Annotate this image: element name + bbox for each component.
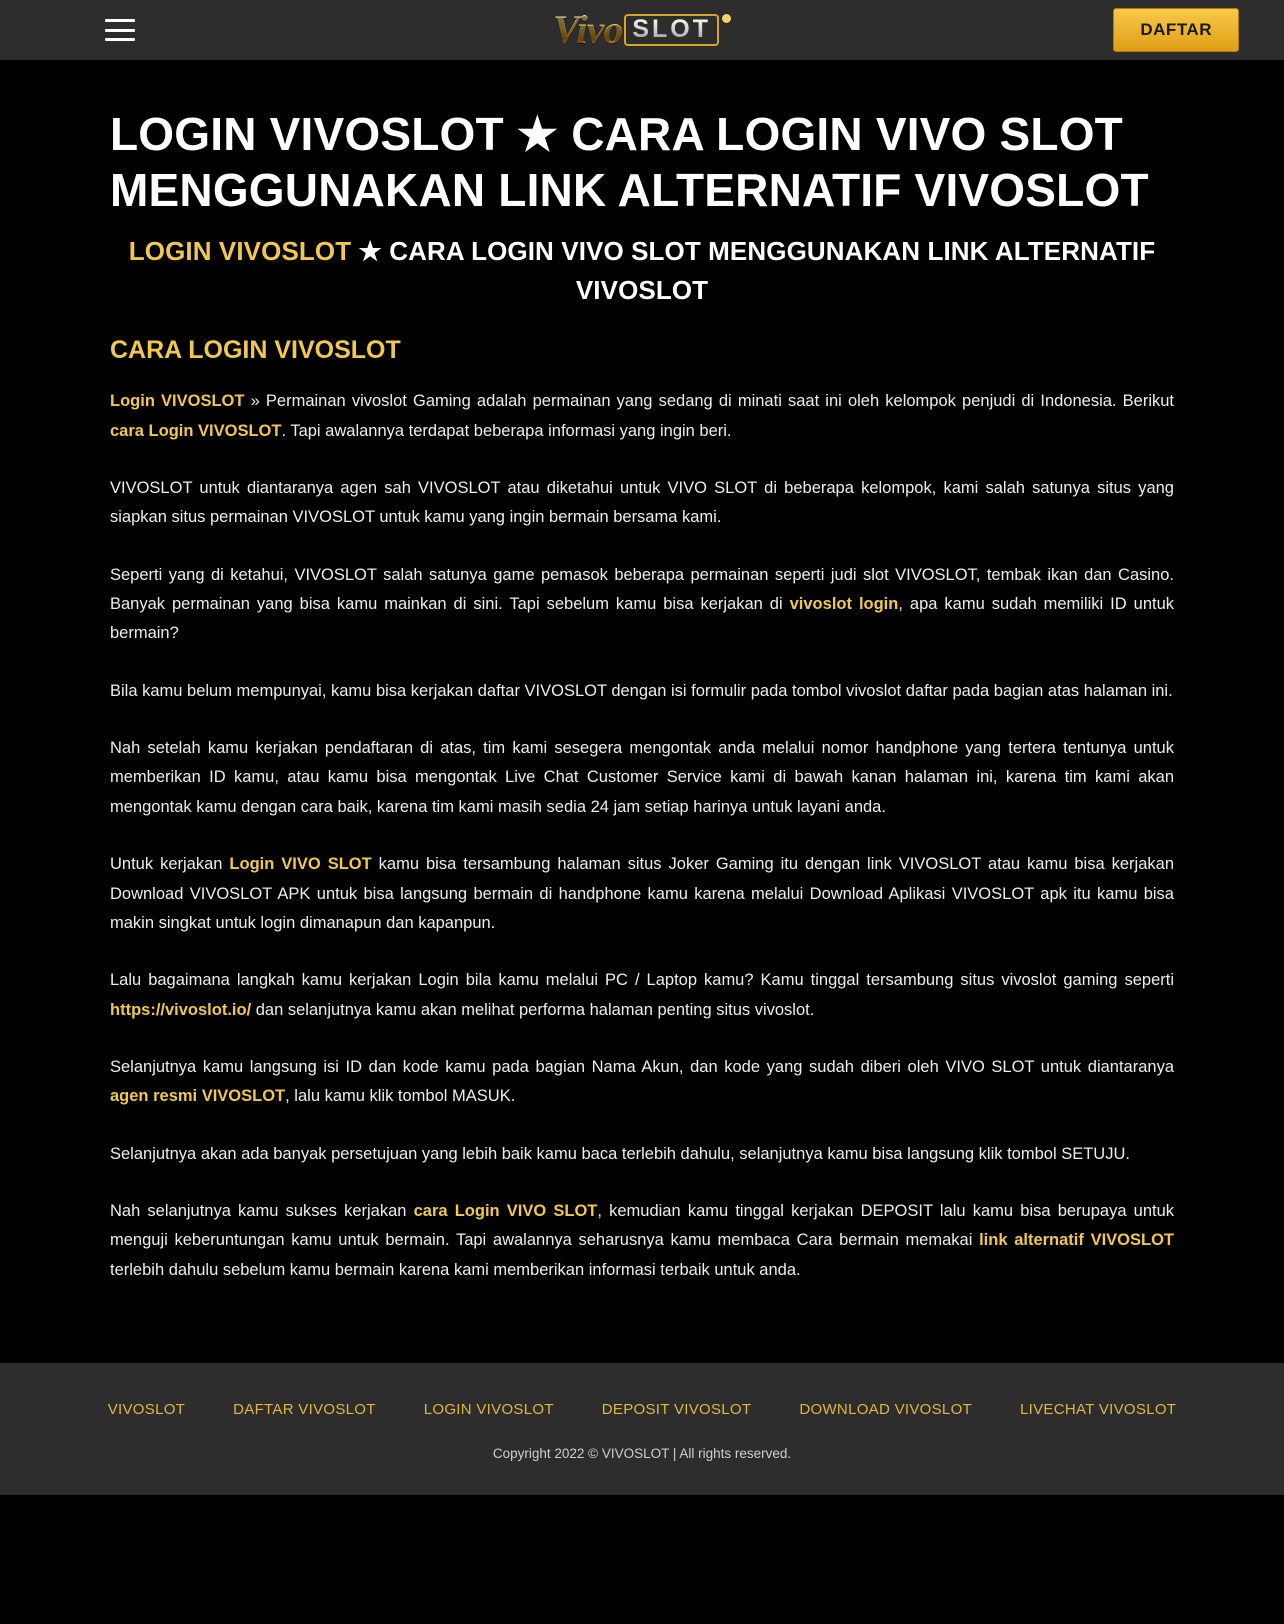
paragraph-7-text-b: dan selanjutnya kamu akan melihat performa halaman penting situs vivoslot.	[251, 1000, 815, 1019]
link-agen-resmi-vivoslot[interactable]: agen resmi VIVOSLOT	[110, 1087, 286, 1106]
paragraph-3-text-b: , apa kamu sudah memiliki ID untuk bermain?	[110, 595, 1175, 643]
paragraph-1-text-a: » Permainan vivoslot Gaming adalah permainan yang sedang di minati saat ini oleh kelompok penjudi di Indonesia. Berikut	[244, 392, 1174, 411]
paragraph-1-text-b: . Tapi awalannya terdapat beberapa informasi yang ingin beri.	[281, 421, 732, 440]
paragraph-4: Bila kamu belum mempunyai, kamu bisa kerjakan daftar VIVOSLOT dengan isi formulir pada tombol vivoslot daftar pada bagian atas halaman ini.	[110, 681, 1173, 700]
paragraph-8-text-a: Selanjutnya kamu langsung isi ID dan kode kamu pada bagian Nama Akun, dan kode yang sudah diberi oleh VIVO SLOT untuk diantaranya	[110, 1057, 1174, 1076]
paragraph-10-text-a: Nah selanjutnya kamu sukses kerjakan	[110, 1202, 414, 1221]
paragraph-8	[110, 1053, 1174, 1112]
link-vivoslot-url[interactable]: https://vivoslot.io/	[110, 1000, 252, 1019]
page-title: LOGIN VIVOSLOT ★ CARA LOGIN VIVO SLOT MENGGUNAKAN LINK ALTERNATIF VIVOSLOT	[110, 108, 1149, 217]
link-vivoslot-login[interactable]: vivoslot login	[789, 595, 899, 614]
hamburger-menu-icon[interactable]	[105, 19, 135, 41]
copyright-text: Copyright 2022 © VIVOSLOT | All rights reserved.	[492, 1446, 792, 1462]
paragraph-7-text-a: Lalu bagaimana langkah kamu kerjakan Login bila kamu melalui PC / Laptop kamu? Kamu tinggal tersambung situs vivoslot gaming seperti	[110, 971, 1174, 990]
paragraph-10-text-c: terlebih dahulu sebelum kamu bermain karena kami memberikan informasi terbaik untuk anda.	[110, 1260, 801, 1279]
link-cara-login-vivo-slot[interactable]: cara Login VIVO SLOT	[413, 1202, 598, 1221]
paragraph-2: VIVOSLOT untuk diantaranya agen sah VIVOSLOT atau diketahui untuk VIVO SLOT di beberapa kelompok, kami salah satunya situs yang siapkan situs permainan VIVOSLOT untuk kamu yang ingin bermain bersama kami.	[110, 478, 1174, 527]
site-header	[0, 0, 1284, 60]
paragraph-6-text-b: kamu bisa tersambung halaman situs Joker Gaming itu dengan link VIVOSLOT atau kamu bisa kerjakan Download VIVOSLOT APK untuk bisa langsung bermain di handphone kamu karena melalui Download Aplikasi VIVOSLOT apk itu kamu bisa makin singkat untuk login dimanapun dan kapanpun.	[110, 855, 1174, 932]
paragraph-6	[110, 850, 1174, 938]
paragraph-9: Selanjutnya akan ada banyak persetujuan yang lebih baik kamu baca terlebih dahulu, selanjutnya kamu bisa langsung klik tombol SETUJU.	[110, 1144, 1130, 1163]
paragraph-7	[110, 966, 1174, 1025]
site-footer	[0, 1363, 1284, 1495]
link-cara-login-vivoslot[interactable]: cara Login VIVOSLOT	[110, 421, 282, 440]
footer-link-vivoslot[interactable]: VIVOSLOT	[107, 1401, 186, 1419]
footer-link-download-vivoslot[interactable]: DOWNLOAD VIVOSLOT	[799, 1401, 973, 1419]
subtitle-rest: ★ CARA LOGIN VIVO SLOT MENGGUNAKAN LINK ALTERNATIF VIVOSLOT	[351, 236, 1156, 306]
link-login-vivoslot[interactable]: Login VIVOSLOT	[110, 392, 245, 411]
footer-navigation	[20, 1401, 1264, 1418]
section-heading: CARA LOGIN VIVOSLOT	[110, 336, 401, 365]
paragraph-8-text-b: , lalu kamu klik tombol MASUK.	[285, 1087, 516, 1106]
footer-link-deposit-vivoslot[interactable]: DEPOSIT VIVOSLOT	[601, 1401, 752, 1419]
main-content	[0, 60, 1284, 1345]
paragraph-5: Nah setelah kamu kerjakan pendaftaran di atas, tim kami sesegera mengontak anda melalui nomor handphone yang tertera tentunya untuk memberikan ID kamu, atau kamu bisa mengontak Live Chat Customer Service kami di bawah kanan halaman ini, karena tim kami akan mengontak kamu dengan cara baik, karena tim kami masih sedia 24 jam setiap harinya untuk layani anda.	[110, 739, 1174, 816]
paragraph-10-text-b: , kemudian kamu tinggal kerjakan DEPOSIT lalu kamu bisa berupaya untuk menguji keberuntungan kamu untuk bermain. Tapi awalannya seharusnya kamu membaca Cara bermain memakai	[110, 1202, 1175, 1250]
paragraph-6-text-a: Untuk kerjakan	[110, 855, 230, 874]
logo-text-slot: SLOT	[624, 14, 719, 46]
link-login-vivo-slot[interactable]: Login VIVO SLOT	[229, 855, 372, 874]
link-link-alternatif-vivoslot[interactable]: link alternatif VIVOSLOT	[979, 1231, 1174, 1250]
paragraph-10	[110, 1197, 1174, 1285]
page-subtitle	[110, 232, 1174, 310]
logo-text-vivo: Vivo	[552, 7, 623, 52]
footer-link-login-vivoslot[interactable]: LOGIN VIVOSLOT	[423, 1401, 554, 1419]
paragraph-1	[110, 387, 1174, 446]
subtitle-highlight: LOGIN VIVOSLOT	[128, 236, 352, 267]
footer-link-livechat-vivoslot[interactable]: LIVECHAT VIVOSLOT	[1020, 1401, 1177, 1419]
paragraph-3-text-a: Seperti yang di ketahui, VIVOSLOT salah satunya game pemasok beberapa permainan seperti judi slot VIVOSLOT, tembak ikan dan Casino. Banyak permainan yang bisa kamu mainkan di sini. Tapi sebelum kamu bisa kerjakan di	[110, 565, 1174, 614]
logo-dot-icon	[722, 14, 731, 23]
paragraph-3	[110, 561, 1174, 649]
site-logo[interactable]	[552, 7, 731, 52]
register-button[interactable]: DAFTAR	[1113, 8, 1239, 52]
footer-link-daftar-vivoslot[interactable]: DAFTAR VIVOSLOT	[233, 1401, 376, 1419]
